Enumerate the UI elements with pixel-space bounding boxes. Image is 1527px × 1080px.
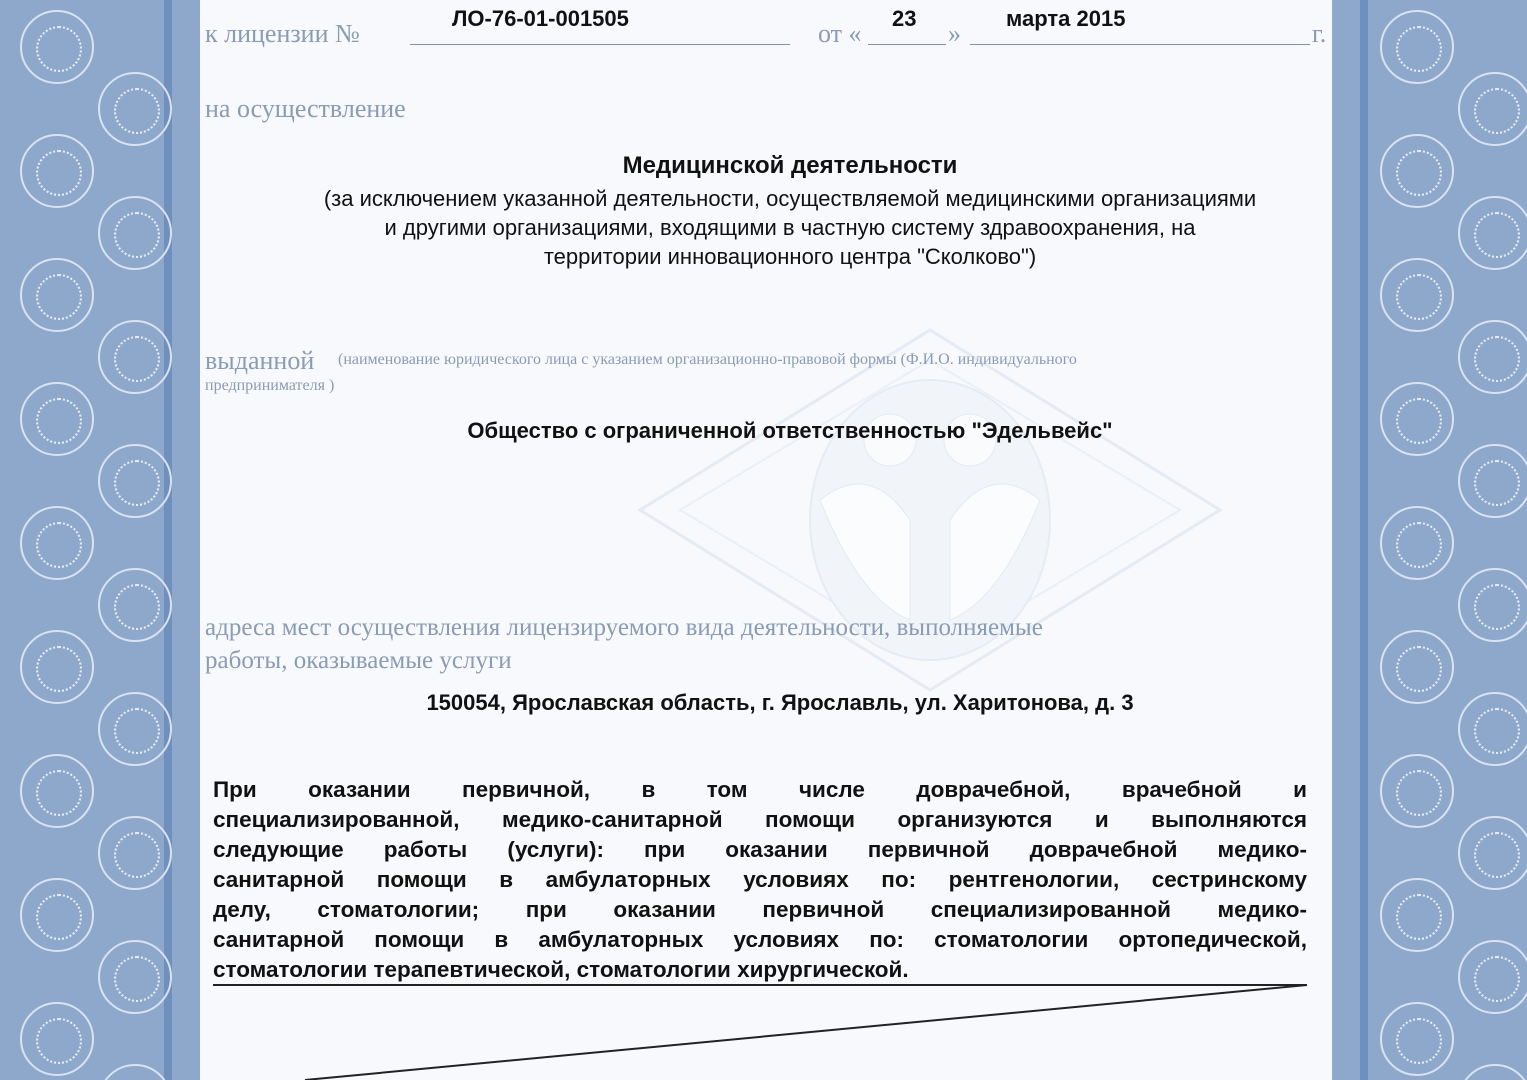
activity-line-2: и другими организациями, входящими в частную систему здравоохранения, на xyxy=(384,215,1196,240)
services-line-6: санитарной помощи в амбулаторных условиях по: стоматологии ортопедической, xyxy=(213,927,1307,952)
services-line-7: стоматологии терапевтической, стоматологии хирургической. xyxy=(213,957,909,982)
services-line-5: делу, стоматологии; при оказании первичной специализированной медико- xyxy=(213,897,1307,922)
date-close-quote: » xyxy=(948,19,961,48)
issued-label: выданной xyxy=(205,346,315,375)
activity-title: Медицинской деятельности xyxy=(622,152,958,179)
address-label-line-1: адреса мест осуществления лицензируемого вида деятельности, выполняемые xyxy=(205,614,1043,641)
address-value: 150054, Ярославская область, г. Ярославль, ул. Харитонова, д. 3 xyxy=(426,690,1134,715)
address-label-line-2: работы, оказываемые услуги xyxy=(205,647,512,674)
date-month-year: марта 2015 xyxy=(1006,6,1126,31)
date-from-label: от « xyxy=(818,19,862,48)
services-line-2: специализированной, медико-санитарной помощи организуются и выполняются xyxy=(213,807,1307,832)
year-suffix: г. xyxy=(1312,19,1327,48)
license-number: ЛО-76-01-001505 xyxy=(452,6,629,31)
issued-hint-line-1: (наименование юридического лица с указанием организационно-правовой формы (Ф.И.О. индивидуального xyxy=(338,351,1077,368)
activity-line-1: (за исключением указанной деятельности, осуществляемой медицинскими организациями xyxy=(323,186,1257,211)
services-line-4: санитарной помощи в амбулаторных условиях по: рентгенологии, сестринскому xyxy=(213,867,1307,892)
services-line-1: При оказании первичной, в том числе доврачебной, врачебной и xyxy=(213,777,1307,802)
activity-label: на осуществление xyxy=(205,94,406,123)
license-label: к лицензии № xyxy=(205,19,360,48)
date-day: 23 xyxy=(892,6,917,31)
organization-name: Общество с ограниченной ответственностью "Эдельвейс" xyxy=(467,418,1113,443)
activity-line-3: территории инновационного центра "Сколково") xyxy=(543,244,1037,269)
issued-hint-line-2: предпринимателя ) xyxy=(205,377,335,394)
services-line-3: следующие работы (услуги): при оказании первичной доврачебной медико- xyxy=(213,837,1307,862)
